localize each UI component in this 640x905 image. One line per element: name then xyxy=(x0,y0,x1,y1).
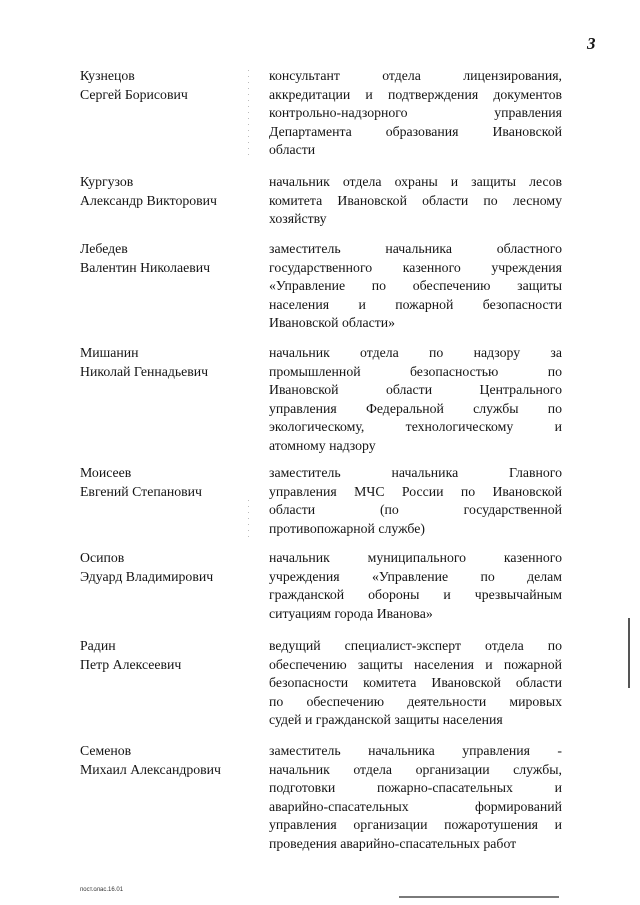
member-surname: Кузнецов xyxy=(80,68,135,83)
position-line: аварийно-спасательных формирований xyxy=(269,798,562,814)
position-line: проведения аварийно-спасательных работ xyxy=(269,835,517,851)
position-line: Ивановской области» xyxy=(269,315,396,331)
position-line: ситуациям города Иванова» xyxy=(269,605,433,621)
position-line: населения и пожарной безопасности xyxy=(269,296,562,312)
position-line: по обеспечению деятельности мировых xyxy=(269,693,562,709)
member-given-names: Александр Викторович xyxy=(80,192,217,208)
position-line: государственного казенного учреждения xyxy=(269,259,562,275)
position-line: хозяйству xyxy=(269,211,327,227)
position-line: промышленной безопасностью по xyxy=(269,363,562,379)
member-name xyxy=(80,173,260,210)
position-line: начальник отдела организации службы, xyxy=(269,761,562,777)
member-position xyxy=(269,637,562,730)
position-line: управления организации пожаротушения и xyxy=(269,817,562,833)
footer-code: пост.олас.16.01 xyxy=(80,887,124,893)
position-line: атомному надзору xyxy=(269,437,376,453)
member-name xyxy=(80,67,260,104)
member-given-names: Михаил Александрович xyxy=(80,761,221,777)
position-line: начальник муниципального казенного xyxy=(269,550,562,565)
member-given-names: Николай Геннадьевич xyxy=(80,363,209,379)
scan-artifact xyxy=(628,618,630,688)
member-surname: Моисеев xyxy=(80,465,132,480)
position-line: консультант отдела лицензирования, xyxy=(269,68,562,83)
member-position xyxy=(269,240,562,333)
position-line: области xyxy=(269,142,316,158)
position-line: ведущий специалист-эксперт отдела по xyxy=(269,638,562,653)
position-line: судей и гражданской защиты населения xyxy=(269,712,503,728)
member-surname: Лебедев xyxy=(80,241,128,256)
member-surname: Семенов xyxy=(80,743,132,758)
position-line: контрольно-надзорного управления xyxy=(269,105,562,121)
member-name xyxy=(80,637,260,674)
page-number: 3 xyxy=(587,34,596,53)
member-given-names: Сергей Борисович xyxy=(80,86,188,102)
position-line: заместитель начальника Главного xyxy=(269,465,562,480)
position-line: области (по государственной xyxy=(269,502,562,518)
member-position xyxy=(269,464,562,538)
position-line: заместитель начальника областного xyxy=(269,241,562,256)
member-position xyxy=(269,173,562,229)
position-line: экологическому, технологическому и xyxy=(269,419,562,435)
member-position xyxy=(269,549,562,623)
position-line: начальник отдела охраны и защиты лесов xyxy=(269,174,562,189)
member-position xyxy=(269,742,562,854)
member-given-names: Валентин Николаевич xyxy=(80,259,211,275)
member-given-names: Евгений Степанович xyxy=(80,483,202,499)
member-name xyxy=(80,742,260,779)
member-surname: Мишанин xyxy=(80,345,139,360)
member-name xyxy=(80,240,260,277)
position-line: заместитель начальника управления - xyxy=(269,743,562,758)
member-surname: Осипов xyxy=(80,550,125,565)
position-line: управления МЧС России по Ивановской xyxy=(269,483,562,499)
position-line: безопасности комитета Ивановской области xyxy=(269,675,562,691)
position-line: управления Федеральной службы по xyxy=(269,400,562,416)
footer-line xyxy=(399,896,559,898)
member-name xyxy=(80,344,260,381)
member-surname: Кургузов xyxy=(80,174,134,189)
position-line: подготовки пожарно-спасательных и xyxy=(269,780,562,796)
member-position xyxy=(269,344,562,456)
position-line: «Управление по обеспечению защиты xyxy=(269,278,562,294)
position-line: Ивановской области Центрального xyxy=(269,382,562,398)
position-line: комитета Ивановской области по лесному xyxy=(269,192,562,208)
member-given-names: Петр Алексеевич xyxy=(80,656,182,672)
position-line: аккредитации и подтверждения документов xyxy=(269,86,562,102)
member-name xyxy=(80,464,260,501)
position-line: обеспечению защиты населения и пожарной xyxy=(269,656,562,672)
member-position xyxy=(269,67,562,160)
position-line: учреждения «Управление по делам xyxy=(269,568,562,584)
position-line: Департамента образования Ивановской xyxy=(269,123,562,139)
position-line: гражданской обороны и чрезвычайным xyxy=(269,587,562,603)
member-name xyxy=(80,549,260,586)
scan-artifact xyxy=(248,500,249,540)
member-surname: Радин xyxy=(80,638,116,653)
member-given-names: Эдуард Владимирович xyxy=(80,568,214,584)
position-line: противопожарной службе) xyxy=(269,520,425,536)
position-line: начальник отдела по надзору за xyxy=(269,345,562,360)
